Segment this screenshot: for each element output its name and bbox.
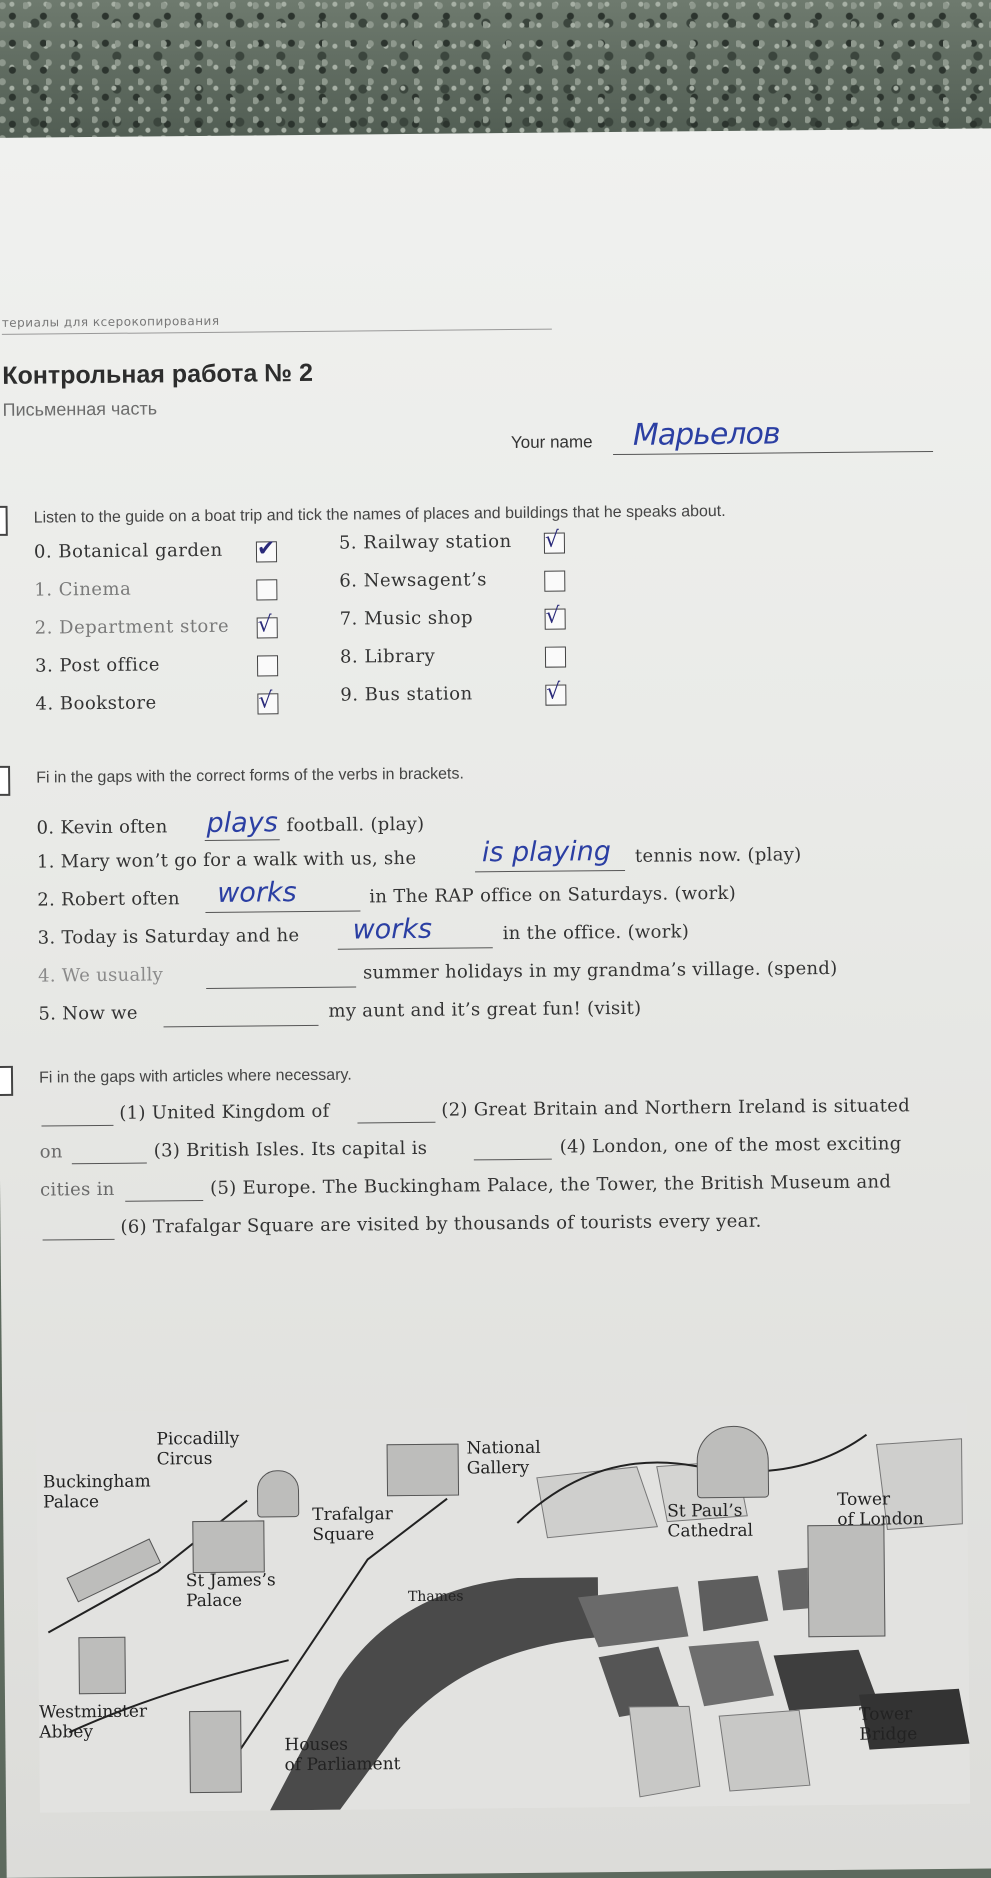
label-st-pauls-cathedral: St Paul’s Cathedral bbox=[667, 1500, 754, 1542]
task1-checkbox-5[interactable] bbox=[544, 527, 565, 554]
task3-gap-4[interactable] bbox=[474, 1159, 552, 1161]
task1-item-1: 1. Cinema bbox=[34, 578, 132, 601]
task2-line-5-before: 5. Now we bbox=[38, 1002, 138, 1025]
task1-item-6: 6. Newsagent’s bbox=[339, 569, 488, 592]
label-national-gallery: National Gallery bbox=[466, 1437, 541, 1479]
page-subtitle: Письменная часть bbox=[2, 398, 158, 420]
task1-checkbox-0[interactable] bbox=[256, 536, 277, 562]
task2-score-box bbox=[0, 766, 10, 796]
tower-of-london-building bbox=[807, 1524, 885, 1637]
task2-line-4-before: 4. We usually bbox=[37, 964, 164, 987]
task2-answer-1: is playing bbox=[481, 836, 612, 869]
london-map bbox=[36, 1404, 970, 1813]
task2-answer-0: plays bbox=[206, 807, 278, 839]
task3-line1-a: (1) United Kingdom of bbox=[119, 1100, 330, 1124]
task2-line-3-before: 3. Today is Saturday and he bbox=[37, 925, 300, 949]
task3-gap-6[interactable] bbox=[43, 1239, 115, 1241]
task1-item-8: 8. Library bbox=[339, 645, 436, 668]
task1-checkbox-6[interactable] bbox=[544, 570, 565, 591]
task2-line-5-after: my aunt and it’s great fun! (visit) bbox=[328, 997, 642, 1022]
label-st-james-palace: St James’s Palace bbox=[185, 1570, 276, 1612]
your-name-label: Your name bbox=[510, 432, 593, 453]
task2-gap-5[interactable] bbox=[164, 1025, 319, 1027]
checkmark-icon: √ bbox=[545, 603, 560, 629]
westminster-abbey-building bbox=[78, 1637, 126, 1694]
task2-instruction: Fi in the gaps with the correct forms of the verbs in brackets. bbox=[36, 765, 464, 787]
task1-item-0: 0. Botanical garden bbox=[33, 539, 223, 563]
st-james-palace-building bbox=[192, 1520, 264, 1573]
task1-checkbox-1[interactable] bbox=[256, 579, 277, 600]
st-pauls-building bbox=[696, 1426, 769, 1499]
task3-line2-b: (3) British Isles. Its capital is bbox=[153, 1137, 428, 1162]
checkmark-icon: √ bbox=[258, 688, 273, 714]
task3-line2-a: on bbox=[39, 1141, 63, 1163]
task2-line-1-after: tennis now. (play) bbox=[634, 844, 802, 867]
task2-answer-3: works bbox=[352, 913, 433, 946]
task2-line-2-before: 2. Robert often bbox=[37, 888, 180, 911]
page-title: Контрольная работа № 2 bbox=[2, 358, 314, 390]
task1-checkbox-2[interactable] bbox=[257, 612, 278, 638]
task1-item-9: 9. Bus station bbox=[340, 683, 473, 706]
task1-item-2: 2. Department store bbox=[34, 615, 230, 639]
task3-line4-a: (6) Trafalgar Square are visited by thousands of tourists every year. bbox=[120, 1210, 762, 1238]
national-gallery-building bbox=[387, 1444, 459, 1497]
task2-line-0-after: football. (play) bbox=[286, 813, 425, 837]
task1-item-5: 5. Railway station bbox=[338, 531, 512, 554]
checkmark-icon: √ bbox=[257, 612, 272, 638]
task3-gap-1[interactable] bbox=[41, 1125, 113, 1127]
label-tower-of-london: Tower of London bbox=[837, 1489, 924, 1531]
task2-gap-1[interactable] bbox=[475, 870, 625, 872]
header-rule bbox=[2, 329, 552, 335]
label-piccadilly-circus: Piccadilly Circus bbox=[156, 1428, 240, 1470]
piccadilly-building bbox=[257, 1470, 299, 1517]
task1-checkbox-8[interactable] bbox=[545, 646, 566, 667]
task3-gap-2[interactable] bbox=[357, 1122, 435, 1124]
label-westminster-abbey: Westminster Abbey bbox=[39, 1701, 148, 1743]
checkmark-icon: √ bbox=[546, 679, 561, 705]
task2-gap-2[interactable] bbox=[205, 910, 360, 912]
task3-gap-5[interactable] bbox=[125, 1200, 203, 1202]
task2-gap-4[interactable] bbox=[206, 987, 356, 989]
task2-line-0-before: 0. Kevin often bbox=[36, 816, 168, 839]
label-houses-of-parliament: Houses of Parliament bbox=[284, 1734, 401, 1776]
label-trafalgar-square: Trafalgar Square bbox=[312, 1504, 393, 1546]
task1-checkbox-9[interactable] bbox=[545, 679, 566, 705]
task2-answer-2: works bbox=[217, 877, 297, 909]
label-thames: Thames bbox=[407, 1588, 464, 1606]
task1-instruction: Listen to the guide on a boat trip and tick the names of places and buildings that he speaks about. bbox=[33, 502, 726, 527]
your-name-value[interactable]: Марьелов bbox=[632, 416, 780, 453]
checkmark-icon: ✔ bbox=[256, 536, 276, 562]
task1-checkbox-3[interactable] bbox=[257, 655, 278, 676]
task2-line-1-before: 1. Mary won’t go for a walk with us, she bbox=[36, 847, 417, 873]
task2-gap-0[interactable] bbox=[205, 839, 280, 841]
task2-line-4-after: summer holidays in my grandma’s village. (spend) bbox=[362, 957, 838, 984]
header-note: териалы для ксерокопирования bbox=[1, 313, 220, 330]
task1-score-box bbox=[0, 506, 8, 536]
label-tower-bridge: Tower Bridge bbox=[859, 1704, 918, 1746]
task3-line3-b: (5) Europe. The Buckingham Palace, the Tower, the British Museum and bbox=[209, 1171, 892, 1199]
task1-item-7: 7. Music shop bbox=[339, 607, 474, 630]
task1-checkbox-7[interactable] bbox=[545, 603, 566, 629]
table-surface bbox=[0, 0, 991, 150]
label-buckingham-palace: Buckingham Palace bbox=[42, 1471, 151, 1513]
task1-checkbox-4[interactable] bbox=[257, 688, 278, 714]
checkmark-icon: √ bbox=[544, 527, 560, 553]
worksheet-page bbox=[0, 128, 991, 1878]
task2-line-2-after: in The RAP office on Saturdays. (work) bbox=[369, 882, 737, 908]
task3-line1-b: (2) Great Britain and Northern Ireland is situated bbox=[441, 1095, 911, 1121]
task1-item-3: 3. Post office bbox=[34, 654, 161, 677]
task2-line-3-after: in the office. (work) bbox=[502, 921, 690, 945]
task3-instruction: Fi in the gaps with articles where necessary. bbox=[38, 1066, 352, 1087]
parliament-building bbox=[189, 1711, 242, 1793]
task3-gap-3[interactable] bbox=[72, 1163, 147, 1165]
task2-gap-3[interactable] bbox=[338, 947, 493, 949]
task3-line3-a: cities in bbox=[40, 1178, 115, 1201]
task1-item-4: 4. Bookstore bbox=[35, 692, 157, 715]
task3-score-box bbox=[0, 1066, 13, 1096]
task3-line2-c: (4) London, one of the most exciting bbox=[559, 1133, 902, 1158]
